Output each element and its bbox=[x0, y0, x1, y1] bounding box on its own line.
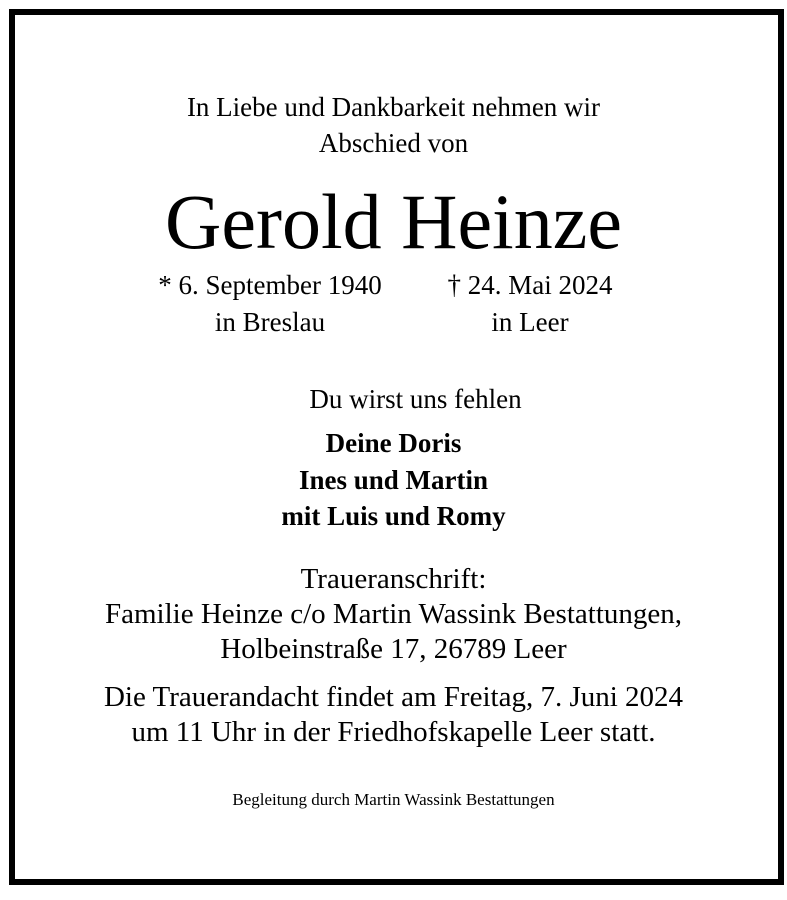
deceased-name: Gerold Heinze bbox=[165, 178, 622, 265]
intro-line-1: In Liebe und Dankbarkeit nehmen wir bbox=[186, 92, 601, 122]
mourner-1: Deine Doris bbox=[325, 428, 462, 458]
birth-date: * 6. September 1940 bbox=[158, 270, 382, 300]
mourner-3: mit Luis und Romy bbox=[281, 501, 506, 531]
funeral-home-credit: Begleitung durch Martin Wassink Bestattungen bbox=[232, 790, 555, 809]
mourner-2: Ines und Martin bbox=[298, 465, 489, 495]
birth-place: in Breslau bbox=[214, 307, 326, 337]
address-label: Traueranschrift: bbox=[300, 563, 487, 595]
intro-line-2: Abschied von bbox=[318, 128, 469, 158]
address-line-2: Holbeinstraße 17, 26789 Leer bbox=[220, 633, 567, 665]
death-date: † 24. Mai 2024 bbox=[447, 270, 613, 300]
address-line-1: Familie Heinze c/o Martin Wassink Bestattungen, bbox=[104, 598, 682, 630]
death-place: in Leer bbox=[491, 307, 569, 337]
farewell-text: Du wirst uns fehlen bbox=[309, 384, 522, 414]
service-line-2: um 11 Uhr in der Friedhofskapelle Leer statt. bbox=[131, 716, 656, 748]
service-line-1: Die Trauerandacht findet am Freitag, 7. Juni 2024 bbox=[103, 681, 684, 713]
